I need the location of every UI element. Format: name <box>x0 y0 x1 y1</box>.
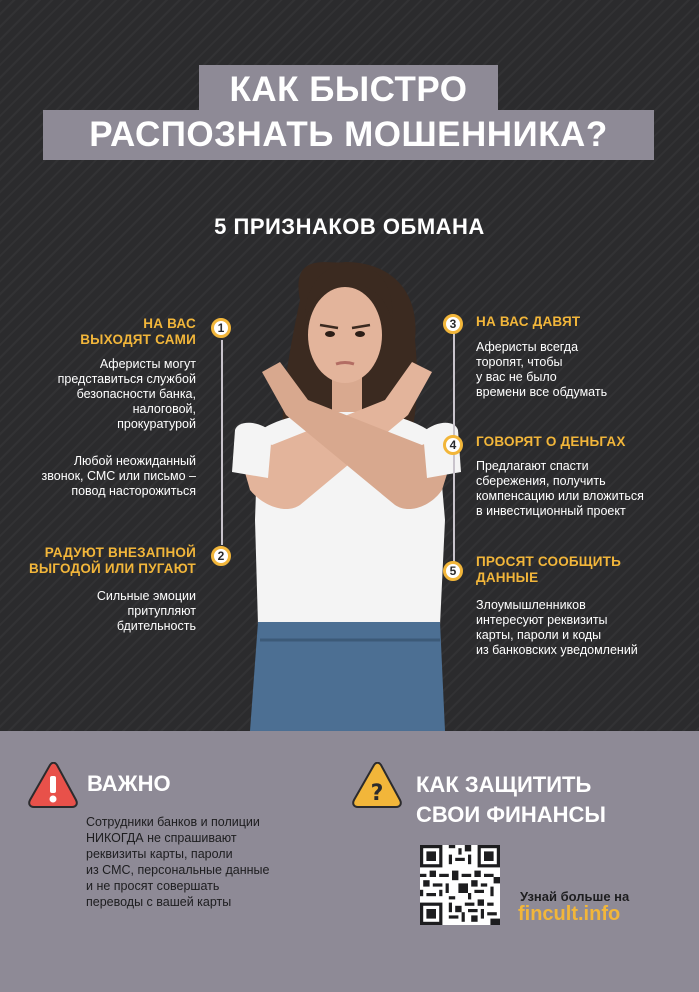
subtitle: 5 ПРИЗНАКОВ ОБМАНА <box>214 214 485 239</box>
sign-1-number: 1 <box>211 318 231 338</box>
sign-2-number: 2 <box>211 546 231 566</box>
sign-1-heading: НА ВАС ВЫХОДЯТ САМИ <box>80 316 196 347</box>
exclamation-triangle-icon <box>28 762 78 808</box>
sign-4-number: 4 <box>443 435 463 455</box>
qr-code[interactable] <box>420 845 500 925</box>
important-title: ВАЖНО <box>87 771 171 796</box>
timeline-left <box>221 340 223 545</box>
website-link[interactable]: fincult.info <box>518 903 621 925</box>
sign-5-heading: ПРОСЯТ СООБЩИТЬ ДАННЫЕ <box>476 554 622 585</box>
sign-5-number: 5 <box>443 561 463 581</box>
protect-title: КАК ЗАЩИТИТЬ СВОИ ФИНАНСЫ <box>416 772 606 827</box>
question-triangle-icon <box>352 762 402 808</box>
sign-4-text: Предлагают спасти сбережения, получить компенсацию или вложиться в инвестиционный проект <box>476 459 644 518</box>
sign-1-text-2: Любой неожиданный звонок, СМС или письмо – повод насторожиться <box>41 454 196 498</box>
sign-2-heading: РАДУЮТ ВНЕЗАПНОЙ ВЫГОДОЙ ИЛИ ПУГАЮТ <box>28 545 196 576</box>
sign-2-text: Сильные эмоции притупляют бдительность <box>96 589 196 633</box>
sign-3-number: 3 <box>443 314 463 334</box>
sign-1-text-1: Аферисты могут представиться службой безопасности банка, налоговой, прокуратурой <box>57 357 196 431</box>
sign-4-heading: ГОВОРЯТ О ДЕНЬГАХ <box>476 434 626 449</box>
sign-3-text: Аферисты всегда торопят, чтобы у вас не было времени все обдумать <box>476 340 608 399</box>
title-line-2: РАСПОЗНАТЬ МОШЕННИКА? <box>43 110 654 160</box>
sign-3-heading: НА ВАС ДАВЯТ <box>476 314 581 329</box>
learn-more-label: Узнай больше на <box>520 889 630 904</box>
svg-text:?: ? <box>370 781 384 806</box>
sign-5-text: Злоумышленников интересуют реквизиты карты, пароли и коды из банковских уведомлений <box>476 598 638 657</box>
important-text: Сотрудники банков и полиции НИКОГДА не спрашивают реквизиты карты, пароли из СМС, персональные данные и не просят совершать переводы с вашей карты <box>86 815 270 909</box>
title-line-1: КАК БЫСТРО <box>199 65 498 115</box>
